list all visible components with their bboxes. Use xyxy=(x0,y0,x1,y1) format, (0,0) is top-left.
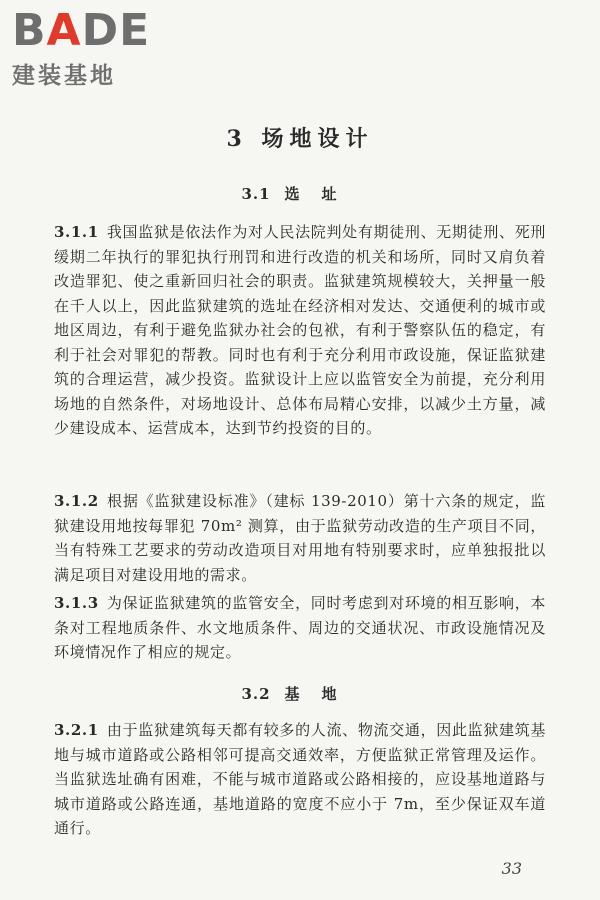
clause-text: 由于监狱建筑每天都有较多的人流、物流交通，因此监狱建筑基地与城市道路或公路相邻可提高交通效率，方便监狱正常管理及运作。当监狱选址确有困难，不能与城市道路或公路相接的，应设基地道路与城市道路或公路连通，基地道路的宽度不应小于 7m，至少保证双车道通行。 xyxy=(54,721,546,837)
paragraph-3-1-1 xyxy=(54,220,546,441)
section-name: 基地 xyxy=(284,685,359,703)
logo-wordmark: BADE xyxy=(12,5,151,56)
logo-accent-letter: A xyxy=(46,5,82,56)
logo xyxy=(12,6,182,90)
section-number: 3.1 xyxy=(241,185,271,203)
paragraph-3-1-2 xyxy=(54,489,546,587)
clause-number: 3.1.1 xyxy=(54,223,99,241)
section-title-3-2 xyxy=(0,683,600,704)
logo-subtitle: 建装基地 xyxy=(12,63,116,89)
page-number: 33 xyxy=(501,859,522,878)
chapter-title: 3 场地设计 xyxy=(226,126,374,152)
section-number: 3.2 xyxy=(241,685,271,703)
paragraph-3-1-3 xyxy=(54,591,546,665)
clause-number: 3.1.2 xyxy=(54,492,99,510)
clause-text: 为保证监狱建筑的监管安全，同时考虑到对环境的相互影响，本条对工程地质条件、水文地质条件、周边的交通状况、市政设施情况及环境情况作了相应的规定。 xyxy=(54,594,546,661)
section-title-3-1 xyxy=(0,183,600,204)
clause-number: 3.1.3 xyxy=(54,594,99,612)
clause-number: 3.2.1 xyxy=(54,721,99,739)
section-name: 选址 xyxy=(284,185,359,203)
paragraph-3-2-1 xyxy=(54,718,546,841)
clause-text: 我国监狱是依法作为对人民法院判处有期徒刑、无期徒刑、死刑缓期二年执行的罪犯执行刑罚和进行改造的机关和场所，同时又肩负着改造罪犯、使之重新回归社会的职责。监狱建筑规模较大，关押量一般在千人以上，因此监狱建筑的选址在经济相对发达、交通便利的城市或地区周边，有利于避免监狱办社会的包袱，有利于警察队伍的稳定，有利于社会对罪犯的帮教。同时也有利于充分利用市政设施，保证监狱建筑的合理运营，减少投资。监狱设计上应以监管安全为前提，充分利用场地的自然条件，对场地设计、总体布局精心安排，以减少土方量，减少建设成本、运营成本，达到节约投资的目的。 xyxy=(54,223,546,437)
clause-text: 根据《监狱建设标准》（建标 139-2010）第十六条的规定，监狱建设用地按每罪犯 70m² 测算，由于监狱劳动改造的生产项目不同，当有特殊工艺要求的劳动改造项目对用地有特别要求时，应单独报批以满足项目对建设用地的需求。 xyxy=(54,492,546,584)
